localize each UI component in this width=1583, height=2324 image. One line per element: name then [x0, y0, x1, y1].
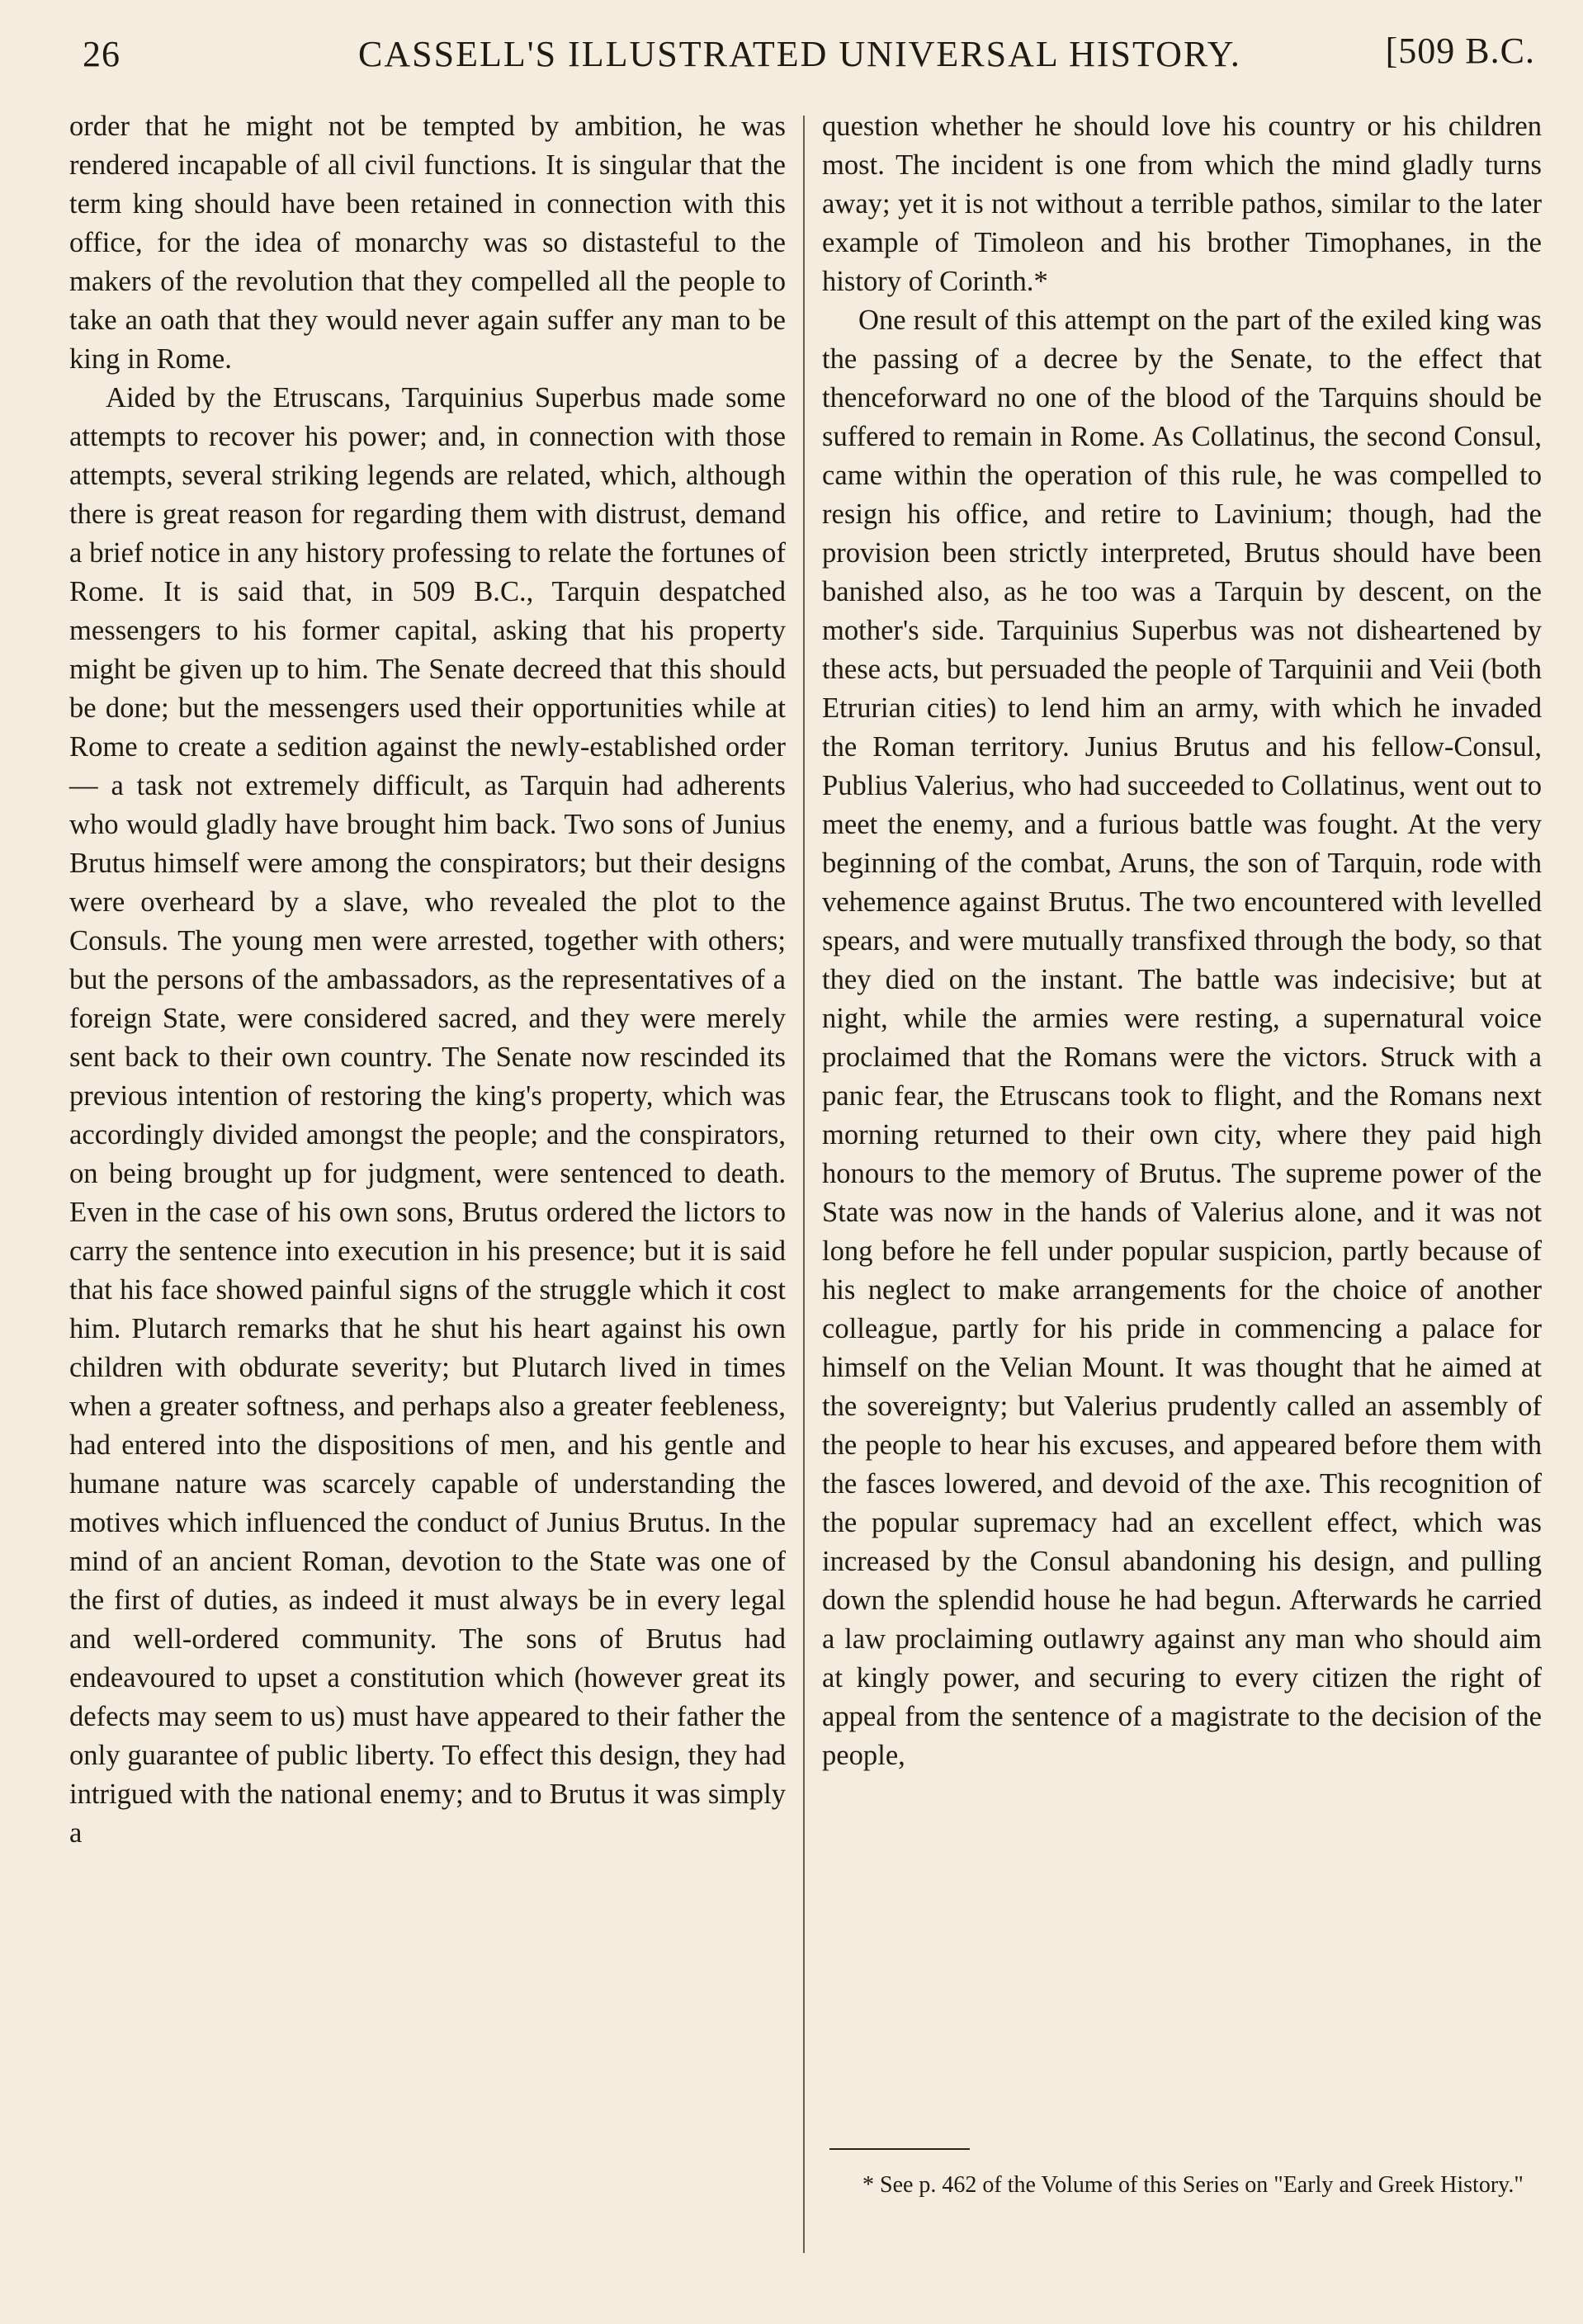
footnote	[829, 2170, 1548, 2200]
paragraph: One result of this attempt on the part of the exiled king was the passing of a decree by the Senate, to the effect that thenceforward no one of the blood of the Tarquins should be suffered to remain in Rome. As Collatinus, the second Consul, came within the operation of this rule, he was compelled to resign his office, and retire to Lavinium; though, had the provision been strictly interpreted, Brutus should have been banished also, as he too was a Tarquin by descent, on the mother's side. Tarquinius Superbus was not disheartened by these acts, but persuaded the people of Tarquinii and Veii (both Etrurian cities) to lend him an army, with which he invaded the Roman territory. Junius Brutus and his fellow-Consul, Publius Valerius, who had succeeded to Collatinus, went out to meet the enemy, and a furious battle was fought. At the very beginning of the combat, Aruns, the son of Tarquin, rode with vehemence against Brutus. The two encountered with levelled spears, and were mutually transfixed through the body, so that they died on the instant. The battle was indecisive; but at night, while the armies were resting, a supernatural voice proclaimed that the Romans were the victors. Struck with a panic fear, the Etruscans took to flight, and the Romans next morning returned to their own city, where they paid high honours to the memory of Brutus. The supreme power of the State was now in the hands of Valerius alone, and it was not long before he fell under popular suspicion, partly because of his neglect to make arrangements for the choice of another colleague, partly for his pride in commencing a palace for himself on the Velian Mount. It was thought that he aimed at the sovereignty; but Valerius prudently called an assembly of the people to hear his excuses, and appeared before them with the fasces lowered, and devoid of the axe. This recognition of the popular supremacy had an excellent effect, which was increased by the Consul abandoning his design, and pulling down the splendid house he had begun. Afterwards he carried a law proclaiming outlawry against any man who should aim at kingly power, and securing to every citizen the right of appeal from the sentence of a magistrate to the decision of the people,	[822, 305, 1542, 1771]
page-header	[83, 25, 1535, 83]
running-title: CASSELL'S ILLUSTRATED UNIVERSAL HISTORY.	[358, 34, 1241, 74]
column-divider	[803, 116, 805, 2253]
left-column	[69, 107, 786, 1853]
paragraph: question whether he should love his country or his children most. The incident is one from which the mind gladly turns away; yet it is not without a terrible pathos, similar to the later example of Timoleon and his brother Timophanes, in the history of Corinth.*	[822, 111, 1542, 297]
date-reference: [509 B.C.	[1385, 31, 1535, 71]
paragraph: Aided by the Etruscans, Tarquinius Superbus made some attempts to recover his power; and, in connection with those attempts, several striking legends are related, which, although there is great reason for regarding them with distrust, demand a brief notice in any history professing to relate the fortunes of Rome. It is said that, in 509 B.C., Tarquin despatched messengers to his former capital, asking that his property might be given up to him. The Senate decreed that this should be done; but the messengers used their opportunities while at Rome to create a sedition against the newly-established order — a task not extremely difficult, as Tarquin had adherents who would gladly have brought him back. Two sons of Junius Brutus himself were among the conspirators; but their designs were overheard by a slave, who revealed the plot to the Consuls. The young men were arrested, together with others; but the persons of the ambassadors, as the representatives of a foreign State, were considered sacred, and they were merely sent back to their own country. The Senate now rescinded its previous intention of restoring the king's property, which was accordingly divided amongst the people; and the conspirators, on being brought up for judgment, were sentenced to death. Even in the case of his own sons, Brutus ordered the lictors to carry the sentence into execution in his presence; but it is said that his face showed painful signs of the struggle which it cost him. Plutarch remarks that he shut his heart against his own children with obdurate severity; but Plutarch lived in times when a greater softness, and perhaps also a greater feebleness, had entered into the dispositions of men, and his gentle and humane nature was scarcely capable of understanding the motives which influenced the conduct of Junius Brutus. In the mind of an ancient Roman, devotion to the State was one of the first of duties, as indeed it must always be in every legal and well-ordered community. The sons of Brutus had endeavoured to upset a constitution which (however great its defects may seem to us) must have appeared to their father the only guarantee of public liberty. To effect this design, they had intrigued with the national enemy; and to Brutus it was simply a	[69, 382, 786, 1849]
right-column	[822, 107, 1542, 1775]
footnote-text: * See p. 462 of the Volume of this Series on "Early and Greek History."	[862, 2172, 1524, 2198]
footnote-rule	[829, 2148, 970, 2150]
page-number: 26	[83, 34, 120, 74]
paragraph: order that he might not be tempted by ambition, he was rendered incapable of all civil functions. It is singular that the term king should have been retained in connection with this office, for the idea of monarchy was so distasteful to the makers of the revolution that they compelled all the people to take an oath that they would never again suffer any man to be king in Rome.	[69, 111, 786, 375]
